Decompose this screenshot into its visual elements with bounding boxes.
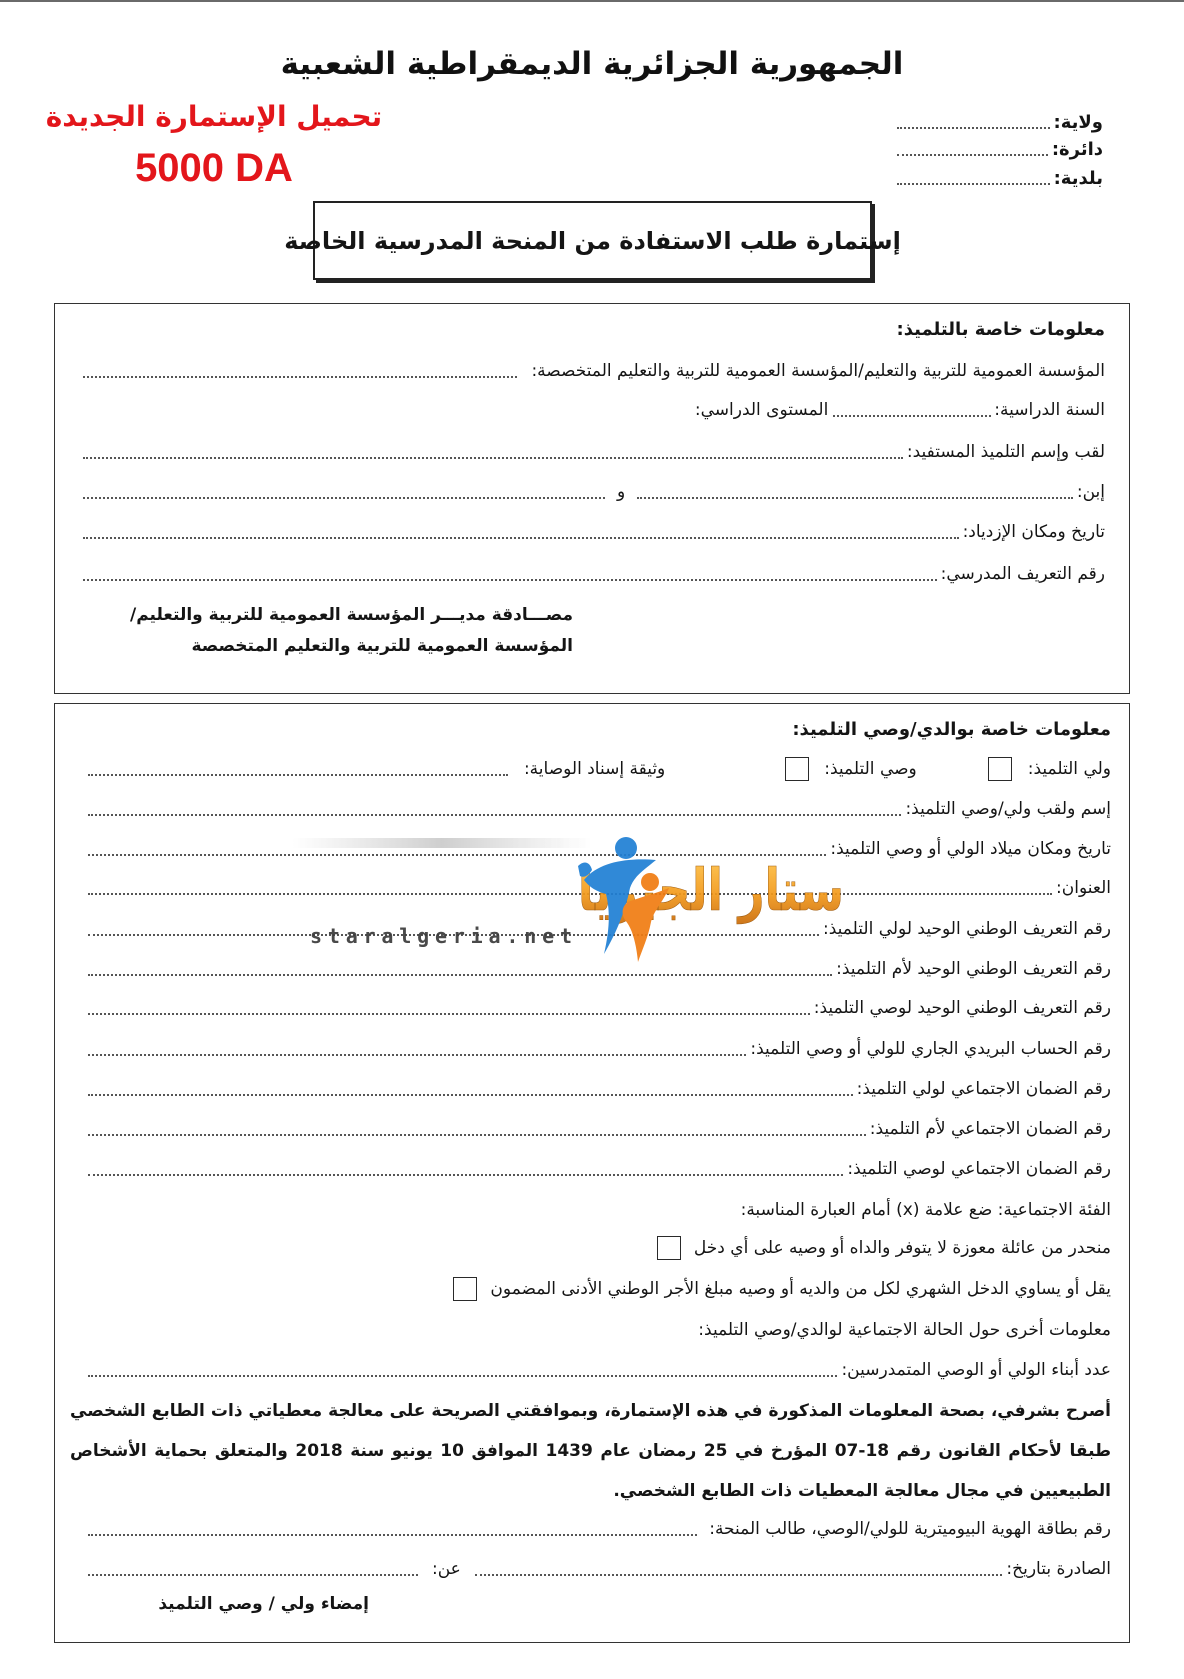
parent-field (88, 1153, 1111, 1185)
parents-heading-row (88, 714, 1111, 746)
social-option-label: منحدر من عائلة معوزة لا يتوفر والداه أو وصيه على أي دخل (693, 1238, 1111, 1258)
approval-line: مصـــادقة مديـــر المؤسسة العمومية للتربية والتعليم/ (129, 605, 573, 625)
daira-blank[interactable] (897, 154, 1048, 156)
institution-label: المؤسسة العمومية للتربية والتعليم/المؤسسة العمومية للتربية والتعليم المتخصصة: (531, 361, 1105, 381)
student-name-field (83, 436, 1105, 468)
mother-name-blank[interactable] (83, 497, 605, 499)
postal-account-label: رقم الحساب البريدي الجاري للولي أو وصي التلميذ: (750, 1039, 1111, 1059)
student-name-blank[interactable] (83, 457, 903, 459)
approval-line: المؤسسة العمومية للتربية والتعليم المتخصصة (191, 636, 573, 656)
form-title-box (284, 201, 901, 280)
daira-field (897, 135, 1103, 165)
social-option-row (88, 1273, 1111, 1305)
signature-label: إمضاء ولي / وصي التلميذ (158, 1594, 369, 1614)
mother-nin-blank[interactable] (88, 974, 832, 976)
tutorship-doc-label: وثيقة إسناد الوصاية: (523, 759, 666, 779)
school-year-label: السنة الدراسية: (994, 400, 1105, 420)
director-approval (103, 600, 573, 662)
form-title: إستمارة طلب الاستفادة من المنحة المدرسية الخاصة (284, 226, 901, 255)
social-option-row (88, 1232, 1111, 1264)
father-checkbox[interactable] (988, 757, 1012, 781)
tutor-ssn-label: رقم الضمان الاجتماعي لوصي التلميذ: (847, 1159, 1111, 1179)
issued-on-label: الصادرة بتاريخ: (1006, 1559, 1111, 1579)
mother-ssn-blank[interactable] (88, 1134, 866, 1136)
student-name-label: لقب وإسم التلميذ المستفيد: (906, 442, 1105, 462)
honor-declaration: أصرح بشرفي، بصحة المعلومات المذكورة في هذه الإستمارة، وبموافقتي الصريحة على معالجة معطياتي ذات الطابع الشخصي طبقا لأحكام القانون رقم 18-07 المؤرخ في 25 رمضان عام 1439 الموافق 10 يونيو سنة 2018 والمتعلق بحماية الأشخاص الطبيعيين في مجال معالجة المعطيات ذات الطابع الشخصي. (70, 1401, 1112, 1501)
school-id-blank[interactable] (83, 579, 937, 581)
father-nin-label: رقم التعريف الوطني الوحيد لولي التلميذ: (823, 919, 1111, 939)
parent-birth-label: تاريخ ومكان ميلاد الولي أو وصي التلميذ: (830, 839, 1111, 859)
staralgeria-watermark (292, 830, 921, 965)
tutor-ssn-blank[interactable] (88, 1174, 843, 1176)
postal-account-blank[interactable] (88, 1054, 746, 1056)
children-field (88, 1354, 1111, 1386)
tutorship-doc-blank[interactable] (88, 774, 508, 776)
social-option-label: يقل أو يساوي الدخل الشهري لكل من والديه أو وصيه مبلغ الأجر الوطني الأدنى المضمون (490, 1279, 1111, 1299)
biometric-blank[interactable] (88, 1534, 697, 1536)
address-label: العنوان: (1056, 878, 1111, 898)
social-category-heading: الفئة الاجتماعية: ضع علامة (x) أمام العبارة المناسبة: (740, 1200, 1111, 1220)
father-ssn-label: رقم الضمان الاجتماعي لولي التلميذ: (856, 1079, 1111, 1099)
institution-field (83, 355, 1105, 387)
school-id-label: رقم التعريف المدرسي: (940, 564, 1105, 584)
school-year-blank[interactable] (833, 415, 991, 417)
children-label: عدد أبناء الولي أو الوصي المتمدرسين: (841, 1360, 1111, 1380)
watermark-domain: staralgeria.net (310, 924, 572, 948)
institution-blank[interactable] (83, 376, 517, 378)
parent-field (88, 1033, 1111, 1065)
birth-blank[interactable] (83, 537, 959, 539)
watermark-arabic: ستار الجيريا (578, 856, 921, 924)
issued-by-label: عن: (432, 1559, 461, 1579)
min-wage-checkbox[interactable] (453, 1277, 477, 1301)
birth-field (83, 516, 1105, 548)
republic-title: الجمهورية الجزائرية الديمقراطية الشعبية (280, 46, 904, 82)
tutor-nin-label: رقم التعريف الوطني الوحيد لوصي التلميذ: (813, 998, 1111, 1018)
parent-name-label: إسم ولقب ولي/وصي التلميذ: (905, 799, 1111, 819)
top-rule (0, 0, 1184, 2)
mother-nin-label: رقم التعريف الوطني الوحيد لأم التلميذ: (836, 959, 1111, 979)
parent-field (88, 1113, 1111, 1145)
other-info-heading-row (88, 1314, 1111, 1346)
parent-field (88, 1073, 1111, 1105)
wilaya-label: ولاية: (1053, 112, 1103, 133)
birth-label: تاريخ ومكان الإزدياد: (962, 522, 1105, 542)
father-label: ولي التلميذ: (1027, 759, 1111, 779)
tutor-label: وصي التلميذ: (824, 759, 917, 779)
biometric-label: رقم بطاقة الهوية البيوميترية للولي/الوصي، طالب المنحة: (709, 1519, 1111, 1539)
other-info-heading: معلومات أخرى حول الحالة الاجتماعية لوالدي/وصي التلميذ: (698, 1320, 1111, 1340)
son-of-field (83, 476, 1105, 508)
and-label: و (617, 482, 626, 502)
promo-line: تحميل الإستمارة الجديدة (45, 100, 383, 133)
tutor-checkbox[interactable] (785, 757, 809, 781)
student-heading-row (83, 314, 1105, 346)
issued-field (88, 1553, 1111, 1585)
parent-name-blank[interactable] (88, 814, 901, 816)
guardian-type-row (88, 753, 1111, 785)
daira-label: دائرة: (1051, 139, 1103, 160)
baladia-label: بلدية: (1053, 168, 1103, 189)
issued-on-blank[interactable] (475, 1574, 1003, 1576)
father-ssn-blank[interactable] (88, 1094, 853, 1096)
father-name-blank[interactable] (637, 497, 1073, 499)
student-heading: معلومات خاصة بالتلميذ: (896, 319, 1105, 340)
year-level-field (83, 394, 1105, 426)
parent-field (88, 992, 1111, 1024)
no-income-checkbox[interactable] (657, 1236, 681, 1260)
children-blank[interactable] (88, 1375, 837, 1377)
parents-heading: معلومات خاصة بوالدي/وصي التلميذ: (792, 719, 1111, 740)
mother-ssn-label: رقم الضمان الاجتماعي لأم التلميذ: (869, 1119, 1111, 1139)
wilaya-blank[interactable] (897, 127, 1050, 129)
tutor-nin-blank[interactable] (88, 1013, 810, 1015)
issued-by-blank[interactable] (88, 1574, 418, 1576)
baladia-blank[interactable] (897, 183, 1050, 185)
level-label: المستوى الدراسي: (694, 400, 829, 420)
son-of-label: إبن: (1076, 482, 1105, 502)
school-id-field (83, 558, 1105, 590)
baladia-field (897, 164, 1103, 194)
promo-price: 5000 DA (135, 146, 293, 190)
biometric-field (88, 1513, 1111, 1545)
watermark-band (292, 838, 592, 848)
social-category-heading-row (88, 1194, 1111, 1226)
parent-field (88, 793, 1111, 825)
